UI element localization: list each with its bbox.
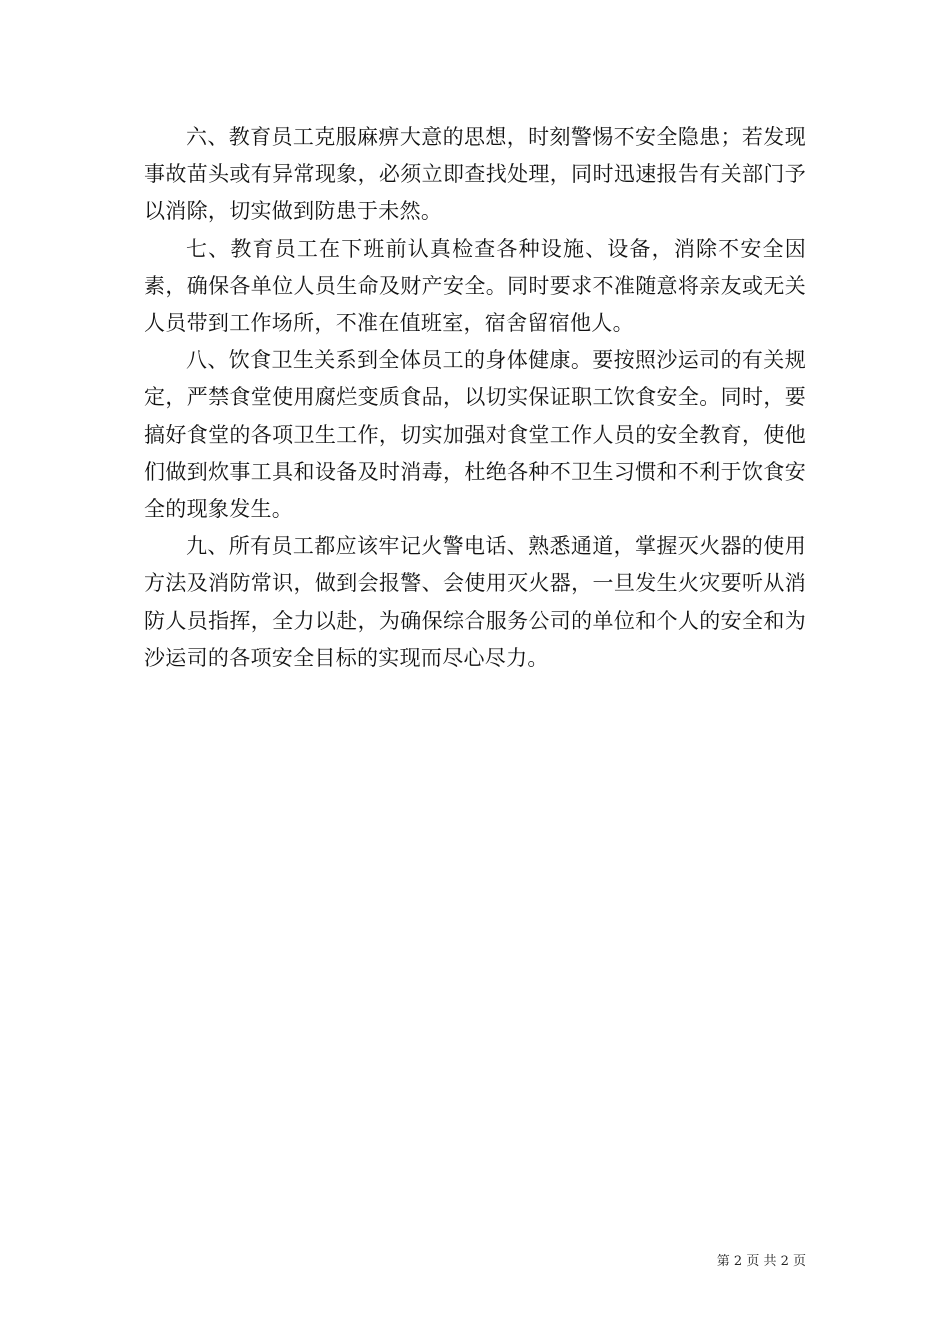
document-body — [144, 119, 806, 677]
paragraph-6: 六、教育员工克服麻痹大意的思想，时刻警惕不安全隐患；若发现事故苗头或有异常现象，必须立即查找处理，同时迅速报告有关部门予以消除，切实做到防患于未然。 — [144, 125, 806, 224]
page-number-footer: 第 2 页 共 2 页 — [716, 1254, 806, 1269]
paragraph-8: 八、饮食卫生关系到全体员工的身体健康。要按照沙运司的有关规定，严禁食堂使用腐烂变质食品，以切实保证职工饮食安全。同时，要搞好食堂的各项卫生工作，切实加强对食堂工作人员的安全教育，使他们做到炊事工具和设备及时消毒，杜绝各种不卫生习惯和不利于饮食安全的现象发生。 — [144, 348, 806, 522]
paragraph-7: 七、教育员工在下班前认真检查各种设施、设备，消除不安全因素，确保各单位人员生命及财产安全。同时要求不准随意将亲友或无关人员带到工作场所，不准在值班室，宿舍留宿他人。 — [144, 236, 806, 336]
paragraph-9: 九、所有员工都应该牢记火警电话、熟悉通道，掌握灭火器的使用方法及消防常识，做到会报警、会使用灭火器，一旦发生火灾要听从消防人员指挥，全力以赴，为确保综合服务公司的单位和个人的安全和为沙运司的各项安全目标的实现而尽心尽力。 — [144, 534, 806, 670]
